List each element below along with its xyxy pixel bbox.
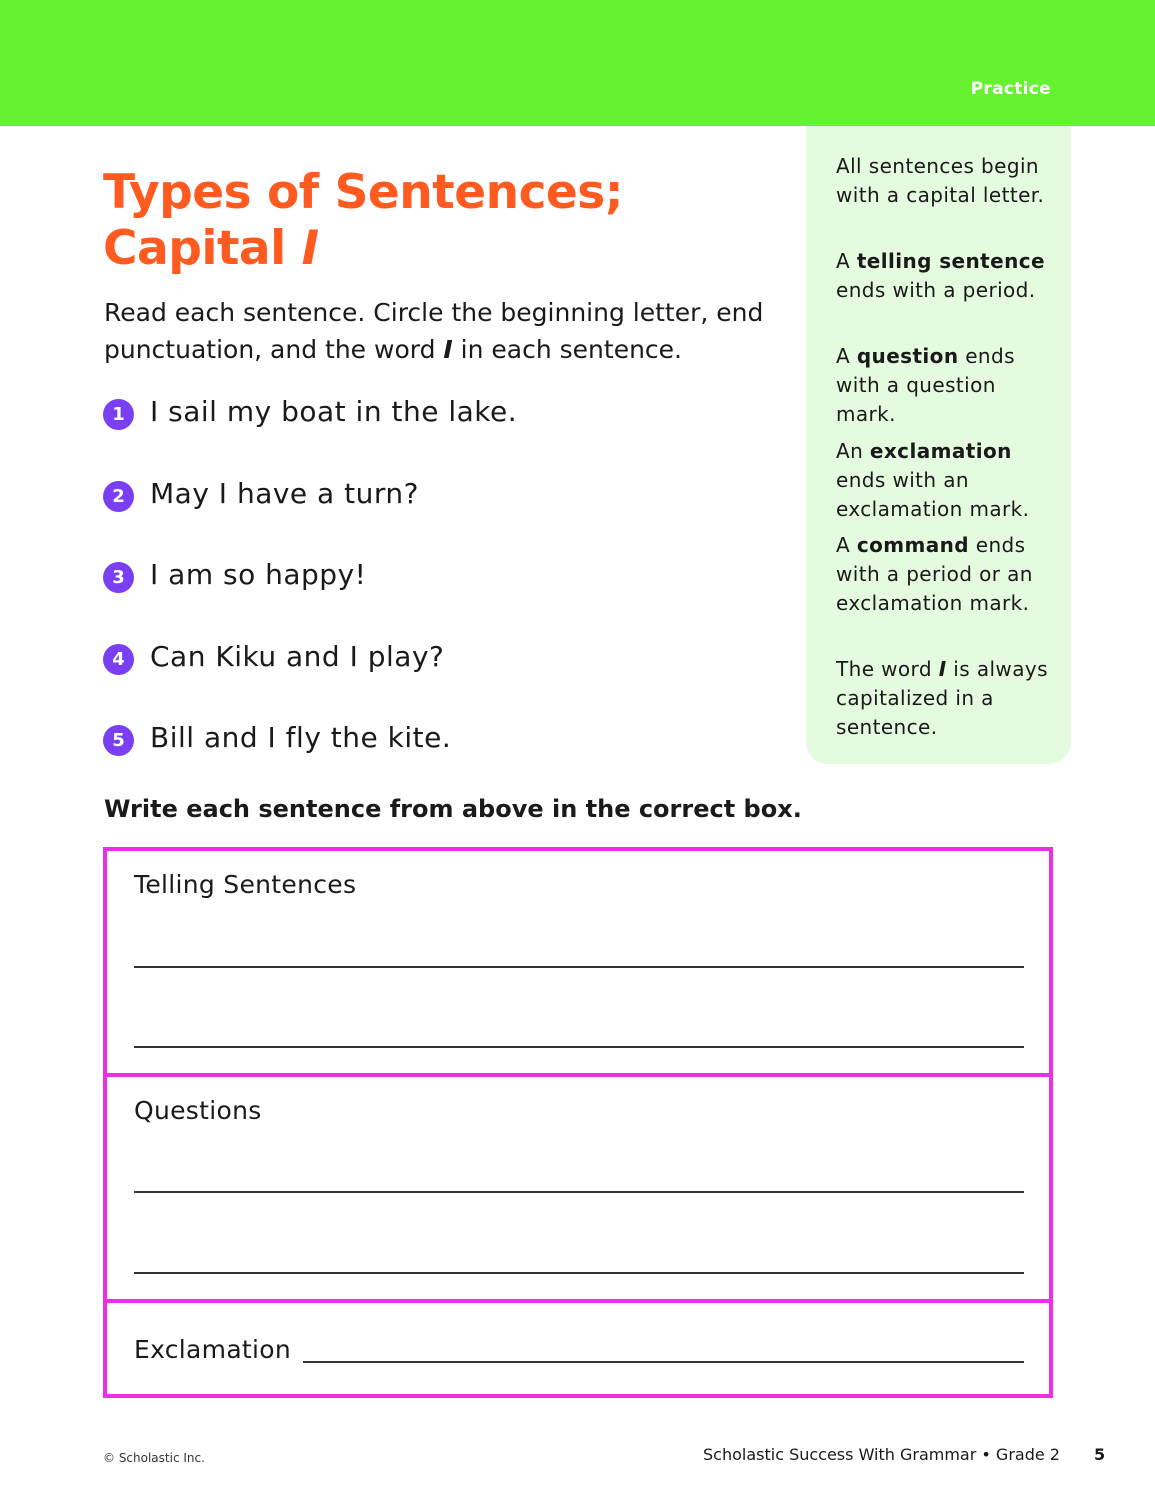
tip-capital-i	[836, 655, 1051, 742]
answer-line[interactable]	[134, 1046, 1024, 1048]
book-title: Scholastic Success With Grammar • Grade 2	[703, 1445, 1060, 1464]
tip-term: telling sentence	[856, 249, 1045, 273]
sentence-text: Bill and I fly the kite.	[150, 721, 452, 754]
telling-sentences-section	[107, 851, 1049, 1073]
answer-line[interactable]	[134, 1272, 1024, 1274]
page-number: 5	[1094, 1445, 1106, 1464]
tip-text: An	[836, 439, 870, 463]
write-instructions: Write each sentence from above in the correct box.	[104, 795, 802, 823]
tip-exclamation	[836, 437, 1051, 524]
tip-text: A	[836, 249, 857, 273]
instructions	[104, 294, 794, 368]
answer-table	[103, 847, 1053, 1398]
number-badge: 4	[103, 644, 134, 675]
page-title	[103, 165, 623, 277]
tip-term: I	[938, 657, 947, 681]
number-badge: 1	[103, 399, 134, 430]
instructions-part1: Read each sentence. Circle the beginning letter, end punctuation, and the word	[104, 298, 764, 364]
tip-text: is always capitalized in a sentence.	[836, 657, 1048, 739]
section-title: Questions	[134, 1096, 262, 1125]
sentence-text: Can Kiku and I play?	[150, 640, 445, 673]
sentence-text: I am so happy!	[150, 558, 367, 591]
tip-term: command	[856, 533, 969, 557]
section-title: Exclamation	[134, 1335, 292, 1364]
exclamation-section	[107, 1299, 1049, 1394]
tip-term: exclamation	[869, 439, 1012, 463]
title-line1: Types of Sentences;	[103, 165, 624, 220]
tip-text: A	[836, 533, 857, 557]
tip-term: question	[856, 344, 959, 368]
tip-text: ends with an exclamation mark.	[836, 468, 1030, 521]
instructions-italic: I	[443, 335, 453, 364]
tip-text: ends with a period or an exclamation mark.	[836, 533, 1033, 615]
header-bar	[0, 0, 1155, 126]
copyright: © Scholastic Inc.	[103, 1451, 205, 1465]
answer-line[interactable]	[134, 966, 1024, 968]
tip-question	[836, 342, 1051, 429]
tip-capital-letter: All sentences begin with a capital letter.	[836, 154, 1045, 207]
sentence-text: May I have a turn?	[150, 477, 419, 510]
number-badge: 3	[103, 562, 134, 593]
tip-text: ends with a question mark.	[836, 344, 1015, 426]
tip-text: ends with a period.	[836, 278, 1036, 302]
tip-telling-sentence	[836, 247, 1051, 305]
questions-section	[107, 1073, 1049, 1303]
section-label: Practice	[970, 79, 1051, 99]
tip-command	[836, 531, 1051, 618]
sentence-text: I sail my boat in the lake.	[150, 395, 518, 428]
answer-line[interactable]	[303, 1361, 1024, 1363]
instructions-part2: in each sentence.	[452, 335, 682, 364]
title-italic-i: I	[301, 221, 319, 276]
number-badge: 2	[103, 481, 134, 512]
grammar-tips-box	[806, 126, 1071, 764]
tip-text: A	[836, 344, 857, 368]
title-line2: Capital	[103, 221, 302, 276]
tip-text: The word	[836, 657, 939, 681]
section-title: Telling Sentences	[134, 870, 357, 899]
number-badge: 5	[103, 725, 134, 756]
answer-line[interactable]	[134, 1191, 1024, 1193]
